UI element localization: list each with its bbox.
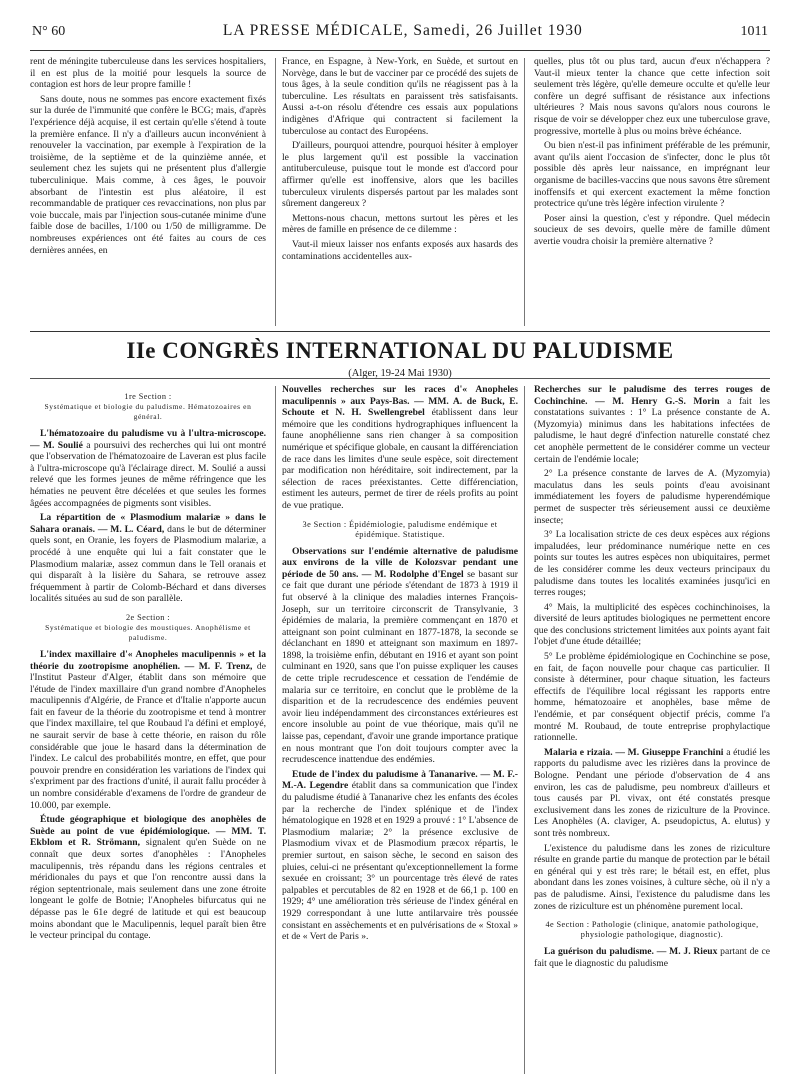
article-body: a étudié les rapports du paludisme avec les rizières dans la province de Bologne. Pendant une période d'observation de 4 ans environ, les cas de paludisme, peu nombreux d'ailleurs et tous causés par Pl. vivax, ont été constatés presque exclusivement dans les zones de riziculture de la Province. Les Anophèles (A. claviger, A. pseudopictus, A. elutus) y sont très nombreux.	[534, 746, 770, 839]
congress-rule	[30, 378, 770, 379]
section-heading	[534, 920, 770, 940]
paragraph: 5° Le problème épidémiologique en Cochinchine se pose, en fait, de façon nouvelle pour chaque cas particulier. Il consiste à déterminer, pour chaque situation, les facteurs effectifs de l'équilibre local régissant les rapports entre homme, hématozoaire et anophèles, base même de l'endémie, et par conséquent objectif précis, comme l'a montré M. Roubaud, de toute entreprise prophylactique rationnelle.	[534, 651, 770, 744]
article-body: se basant sur ce fait que durant une période s'étendant de 1873 à 1919 il fut observé à la clinique des maladies internes François-Joseph, sur un territoire circonscrit de Transylvanie, 3 épidémies de malaria, la première commençant en 1870 et atteignant son point culminant en 1877-1878, la seconde se déclanchant en 1890 et atteignant son maximum en 1897-1898, la troisième enfin, débutant en 1916 et ayant son point culminant en 1920, sans que l'on puisse expliquer les causes de cette triple recrudescence et cessation de l'endémie de malaria sur ce territoire, en conclut que le problème de la disparition et de la recrudescence des endémies peuvent avoir lieu indépendamment des circonstances extérieures est encore insoluble au point de vue théorique, mais qu'il ne laisse pas, cependant, d'avoir une grande importance pratique en nous montrant que l'on doit toujours compter avec la recrudescence inattendue des endémies.	[282, 568, 518, 766]
paragraph: Vaut-il mieux laisser nos enfants exposés aux hasards des contaminations accidentelles aux-	[282, 238, 518, 262]
section-rule	[30, 331, 770, 332]
page-number: 1011	[740, 24, 768, 39]
section-title: 2e Section :	[126, 612, 170, 622]
congress-subtitle: (Alger, 19-24 Mai 1930)	[348, 368, 452, 379]
paragraph: L'existence du paludisme dans les zones de riziculture résulte en grande partie du manque de protection par le bétail en général qui y est très rare; le bétail est, en effet, plus abondant dans les zones voisines, à culture sèche, où il n'y a pas de paludisme. Ainsi, l'existence du paludisme dans les zones de riziculture est un phénomène purement local.	[534, 842, 770, 912]
article-heading: Recherches sur le paludisme des terres rouges de Cochinchine. — M. Henry G.-S. Morin	[534, 384, 770, 407]
article-body: établit dans sa communication que l'index du paludisme étudié à Tananarive chez les enfants des écoles par la recherche de l'index splénique et de l'index hématologique en 1928 et en 1929 a prouvé : 1° L'absence de Plasmodium malariæ; 2° la présence exclusive de Plasmodium vivax et de Plasmodium præcox répartis, le premier surtout, en saison sèche, le second en saison des pluies, celui-ci ne présentant qu'exceptionnellement la forme sexuée en croissant; 3° un pourcentage très élevé de rates palpables et percutables de 82 en 1928 et de 66,1 p. 100 en 1929; 4° une amélioration très sérieuse de l'index général en 1929 correspondant à une lutte antilarvaire très poussée consistant en assèchements et en pulvérisations de « Stoxal » et de « Vert de Paris ».	[282, 780, 518, 943]
section-heading	[30, 613, 266, 643]
article-body: dans le but de déterminer quels sont, en Oranie, les foyers de Plasmodium malariæ, a procédé à une enquête qui lui a fait constater que le Plasmodium malariæ, assez commun dans le Tell oranais et qui disparaît à la lisière du Sahara, se retrouve assez fréquemment à partir de Colomb-Béchard et dans diverses localités situées au sud de son parallèle.	[30, 523, 266, 605]
article-body: établissent dans leur mémoire que les conditions hydrographiques influencent la faune anophélienne sans rien changer à sa composition numérique et spécifique globale, en causant la différenciation de race dans les limites d'une seule espèce, soit directement par modification non héréditaire, soit indirectement, par la sélection de races préexistantes. Cette différenciation, estiment les auteurs, permet de tirer de réels profits au point de vue pratique.	[282, 407, 518, 511]
article-body: a poursuivi des recherches qui lui ont montré que l'observation de l'hématozoaire de Laveran est plus facile à l'ultra-microscope qu'à l'éclairage direct. M. Soulié a aussi relevé que les formes jeunes de même réfringence que les hématies ne peuvent être décelées et que seules les formes âgées accompagnées de pigments sont visibles.	[30, 439, 266, 509]
article-heading: La répartition de « Plasmodium malariæ » dans le Sahara oranais. — M. L. Céard,	[30, 512, 266, 535]
top-column-1	[30, 56, 266, 328]
bottom-column-3	[534, 384, 770, 1074]
article-heading: Nouvelles recherches sur les races d'« Anopheles maculipennis » aux Pays-Bas. — MM. A. de Buck, E. Schoute et N. H. Swellengrebel	[282, 384, 518, 419]
article-heading: Étude géographique et biologique des anophèles de Suède au point de vue épidémiologique. — MM. T. Ekblom et R. Strömann,	[30, 814, 266, 849]
column-divider	[524, 58, 525, 326]
article-heading: La guérison du paludisme. — M. J. Rieux	[544, 946, 718, 958]
section-title: 1re Section :	[124, 392, 172, 401]
paragraph: Poser ainsi la question, c'est y répondre. Quel médecin soucieux de ses devoirs, quelle mère de famille dûment avertie voudra choisir la première alternative ?	[534, 212, 770, 247]
article-body: de l'Institut Pasteur d'Alger, établit dans son mémoire que l'étude de l'index maxillaire d'un grand nombre d'Anopheles maculipennis d'Algérie, de France et d'Italie n'apporte aucun fait en faveur de la théorie du zootropisme et tend à montrer que l'index maxillaire, tel que Roubaud l'a défini et employé, ne saurait servir de base à cette théorie, en raison du rôle considérable que joue le hasard dans la détermination de l'index. Le calcul des probabilités montre, en effet, que pour pouvoir prendre en considération les variations de l'index qui s'expriment par des fractions d'unité, il aurait fallu procéder à un nombre considérable d'examens de l'ordre de grandeur de 10.000, par exemple.	[30, 660, 266, 811]
article-heading: L'index maxillaire d'« Anopheles maculipennis » et la théorie du zootropisme anophélien. — M. F. Trenz,	[30, 648, 266, 672]
header-rule	[30, 50, 770, 51]
section-title: 3e Section : Épidémiologie, paludisme endémique et épidémique. Statistique.	[302, 519, 498, 539]
column-divider	[524, 386, 525, 1074]
column-divider	[275, 58, 276, 326]
paragraph: rent de méningite tuberculeuse dans les services hospitaliers, il en est plus de la moitié pour lesquels la source de contagion est hors de leur propre famille !	[30, 56, 266, 91]
top-column-3	[534, 56, 770, 328]
top-column-2	[282, 56, 518, 328]
article-heading: Observations sur l'endémie alternative de paludisme aux environs de la ville de Kolozsvar pendant une période de 50 ans. — M. Rodolphe d'Engel	[282, 545, 518, 580]
section-subtitle: Systématique et biologie du paludisme. Hématozoaires en général.	[44, 402, 252, 421]
section-title: 4e Section : Pathologie (clinique, anatomie pathologique, physiologie pathologique, diagnostic).	[545, 920, 759, 940]
paragraph: 2° La présence constante de larves de A. (Myzomyia) maculatus dans les seuls points d'eau avoisinant immédiatement les foyers de paludisme hyperendémique permet de suspecter très sérieusement aussi ce deuxième insecte;	[534, 468, 770, 526]
bottom-columns	[30, 384, 770, 1074]
article-heading: Malaria e rizaia. — M. Giuseppe Franchini	[544, 746, 724, 758]
article-body: a fait les constatations suivantes : 1° La présence constante de A. (Myzomyia) minimus dans les habitations infectées de paludisme, le haut degré d'infection naturelle constaté chez cet anophèle permettent de le considérer comme un vecteur certain de l'endémie locale;	[534, 395, 770, 465]
article-body: signalent qu'en Suède on ne connaît que deux sortes d'anophèles : l'Anopheles maculipennis, très répandu dans les régions centrales et méridionales du pays et que l'on rencontre aussi dans la région septentrionale, mais seulement dans une zone étroite longeant le golfe de Botnie; l'Anopheles bifurcatus qui ne dépasse pas le 61e degré de latitude et qui est beaucoup moins abondant que le Maculipennis, lequel paraît bien être le vecteur principal du contage.	[30, 837, 266, 942]
bottom-column-1	[30, 384, 266, 1074]
article-heading: L'hématozoaire du paludisme vu à l'ultra-microscope. — M. Soulié	[30, 428, 266, 451]
paragraph: quelles, plus tôt ou plus tard, aucun d'eux n'échappera ? Vaut-il mieux tenter la chance que cette infection soit seulement très légère, qu'elle demeure occulte et qu'elle leur confère un degré suffisant de résistance aux infections ultérieures ? Mais nous savons qu'alors nous courons le risque de voir se développer chez eux une tuberculose grave, progressive, mortelle à plus ou moins brève échéance.	[534, 56, 770, 137]
section-heading	[30, 392, 266, 422]
paragraph: Sans doute, nous ne sommes pas encore exactement fixés sur la durée de l'immunité que confère le BCG; mais, d'après l'expérience déjà acquise, il est certain qu'elle s'étend à toute la première enfance. Il n'y a d'ailleurs aucun inconvénient à renouveler la vaccination, par exemple à l'expiration de la troisième, de la septième et de la quinzième année, et seulement chez les sujets qui ne présentent plus d'allergie tuberculinique. Mais comme, à ces âges, le pouvoir absorbant de l'intestin est plus aléatoire, il est recommandable de pratiquer ces revaccinations, non plus par voie buccale, mais par l'injection sous-cutanée minime d'une faible dose de bacilles, 1/100 ou 1/50 de milligramme. De nombreuses expériences ont été faites au cours de ces dernières années, en	[30, 93, 266, 256]
congress-heading	[30, 338, 770, 379]
paragraph: 3° La localisation stricte de ces deux espèces aux régions impaludées, leur prédominance numérique nette en ces points sur toutes les autres espèces non ubiquitaires, permet de les considérer comme les deux vecteurs principaux du paludisme dans toutes les localités examinées jusqu'ici en terres rouges;	[534, 529, 770, 599]
journal-title: LA PRESSE MÉDICALE, Samedi, 26 Juillet 1930	[222, 22, 583, 39]
paragraph: Ou bien n'est-il pas infiniment préférable de les prémunir, avant qu'ils aient l'occasion de s'infecter, donc le plus tôt possible dès après leur naissance, en imprégnant leur organisme de bacilles-vaccins que nous savons être sûrement inoffensifs et qui exercent exactement la même fonction protectrice qu'une très légère infection virulente ?	[534, 140, 770, 210]
article-body: partant de ce fait que le diagnostic du paludisme	[534, 946, 770, 969]
issue-number: N° 60	[32, 24, 66, 39]
page-header	[32, 22, 768, 48]
section-subtitle: Systématique et biologie des moustiques. Anophélisme et paludisme.	[45, 622, 251, 642]
paragraph: France, en Espagne, à New-York, en Suède, et surtout en Norvège, dans le but de vacciner par ce procédé des sujets de tous âges, à la seule condition qu'ils ne réagissent pas à la tuberculine. Les résultats en paraissent très satisfaisants. Aussi a-t-on résolu d'étendre ces essais aux populations indigènes d'Afrique qui contractent si facilement la tuberculose au contact des Européens.	[282, 56, 518, 137]
congress-title: IIe CONGRÈS INTERNATIONAL DU PALUDISME	[126, 338, 674, 363]
column-divider	[275, 386, 276, 1074]
bottom-column-2	[282, 384, 518, 1074]
article-heading: Etude de l'index du paludisme à Tananarive. — M. F.-M.-A. Legendre	[282, 768, 518, 792]
top-columns	[30, 56, 770, 328]
section-heading	[282, 520, 518, 540]
paragraph: D'ailleurs, pourquoi attendre, pourquoi hésiter à employer le plus largement qu'il est possible la vaccination antituberculeuse, puisque tout le monde est d'accord pour affirmer qu'elle est inoffensive, alors que les bacilles tuberculeux virulents dispersés partout par les malades sont sûrement dangereux ?	[282, 140, 518, 210]
paragraph: 4° Mais, la multiplicité des espèces cochinchinoises, la diversité de leurs aptitudes biologiques ne permettent encore que des conclusions strictement limitées aux points ayant fait l'objet d'une étude détaillée;	[534, 601, 770, 648]
paragraph: Mettons-nous chacun, mettons surtout les pères et les mères de famille en présence de ce dilemme :	[282, 212, 518, 236]
